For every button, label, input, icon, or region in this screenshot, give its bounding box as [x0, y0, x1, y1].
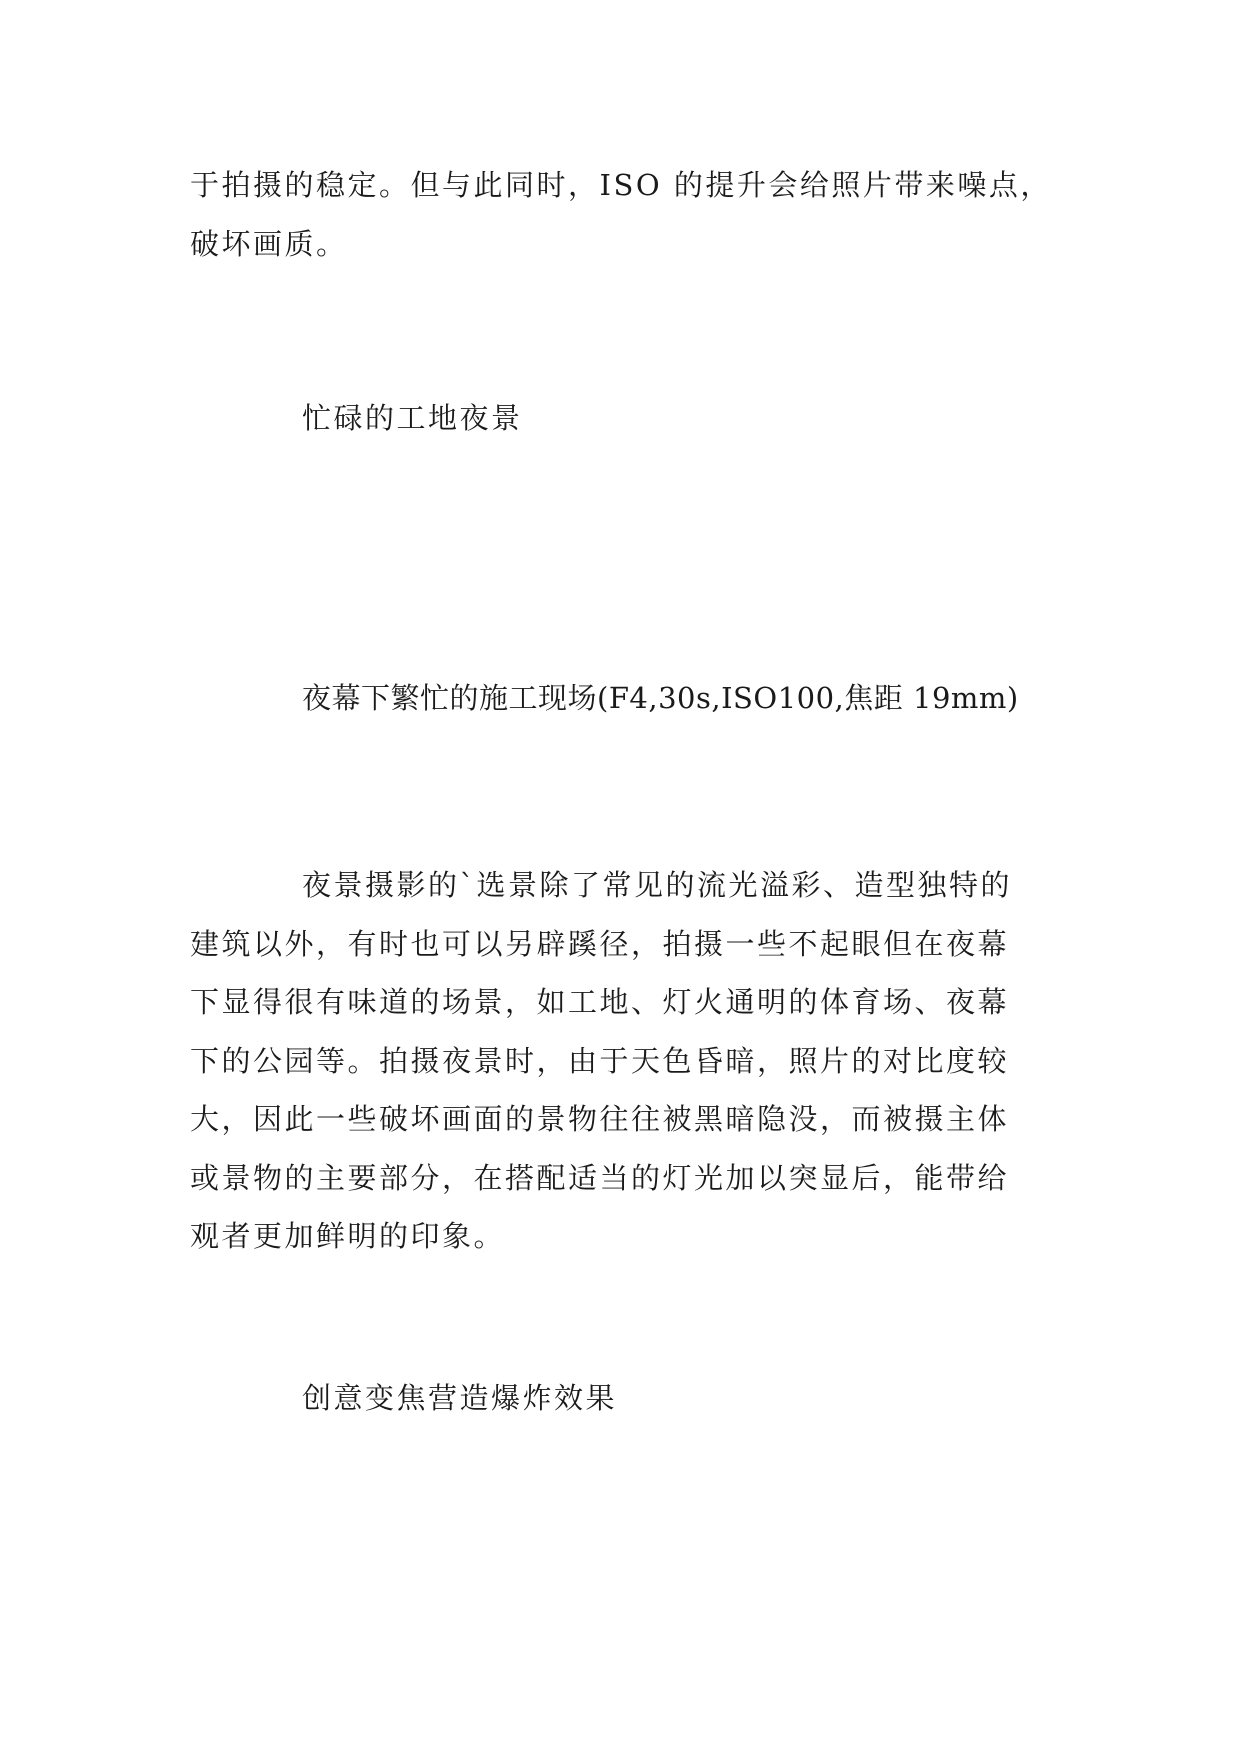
paragraph-line: 下显得很有味道的场景，如工地、灯火通明的体育场、夜幕 [190, 985, 1010, 1019]
paragraph-iso-noise [190, 156, 1058, 273]
paragraph-line: 观者更加鲜明的印象。 [190, 1219, 506, 1253]
paragraph-line: 破坏画质。 [190, 226, 348, 261]
paragraph-line: 下的公园等。拍摄夜景时，由于天色昏暗，照片的对比度较 [190, 1043, 1010, 1078]
section-heading-construction-night: 忙碌的工地夜景 [302, 401, 523, 435]
paragraph-line: 大，因此一些破坏画面的景物往往被黑暗隐没，而被摄主体 [190, 1102, 1010, 1136]
paragraph-line: 或景物的主要部分，在搭配适当的灯光加以突显后，能带给 [190, 1160, 1010, 1195]
section-heading-zoom-burst: 创意变焦营造爆炸效果 [302, 1381, 618, 1415]
paragraph-line: 夜景摄影的`选景除了常见的流光溢彩、造型独特的 [302, 868, 1013, 902]
paragraph-line: 于拍摄的稳定。但与此同时，ISO 的提升会给照片带来噪点， [190, 168, 1052, 202]
photo-caption: 夜幕下繁忙的施工现场(F4,30s,ISO100,焦距 19mm) [302, 681, 1019, 715]
paragraph-line: 建筑以外，有时也可以另辟蹊径，拍摄一些不起眼但在夜幕 [190, 926, 1010, 961]
paragraph-scene-selection [190, 856, 1058, 1266]
